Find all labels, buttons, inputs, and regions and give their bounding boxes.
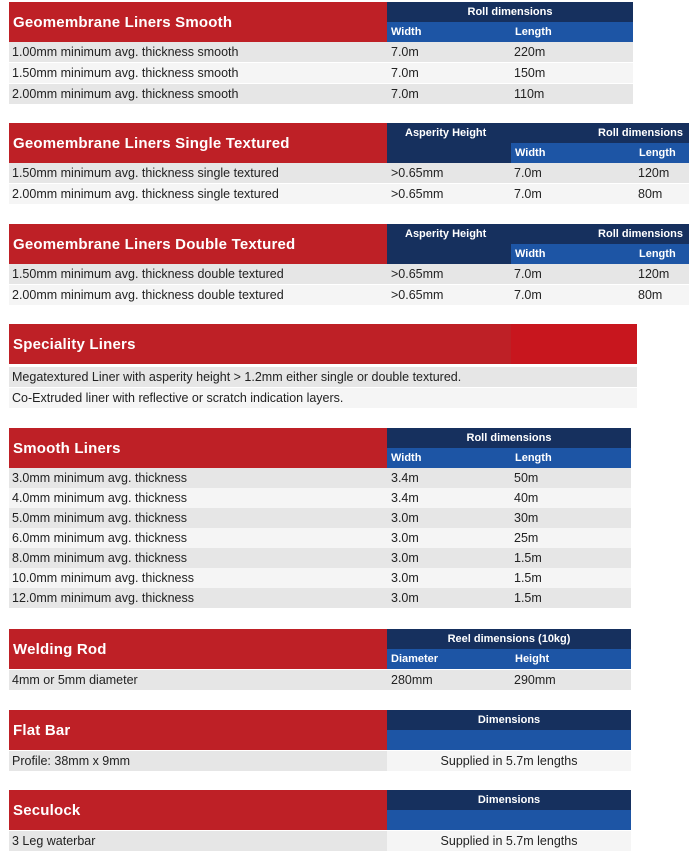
row-description: 5.0mm minimum avg. thickness <box>12 511 188 525</box>
section-title: Speciality Liners <box>9 324 511 364</box>
speciality-header-accent <box>511 324 637 364</box>
table-row <box>9 84 633 104</box>
row-width: 7.0m <box>514 187 542 201</box>
row-length: 220m <box>514 45 546 59</box>
dimensions-subheader <box>387 810 631 830</box>
asperity-blank-cell <box>387 143 511 163</box>
section-title: Geomembrane Liners Smooth <box>9 2 387 42</box>
section-smooth-liners <box>9 428 631 610</box>
row-description: 10.0mm minimum avg. thickness <box>12 571 195 585</box>
row-width: 7.0m <box>514 267 542 281</box>
row-length: 150m <box>514 66 546 80</box>
width-header: Width <box>511 244 635 264</box>
row-description: 1.00mm minimum avg. thickness smooth <box>12 45 239 59</box>
section-title: Geomembrane Liners Single Textured <box>9 123 387 163</box>
row-width: 3.0m <box>391 551 419 565</box>
row-diameter: 280mm <box>391 673 433 687</box>
table-row <box>9 468 631 488</box>
roll-dimensions-header: Roll dimensions <box>598 127 683 139</box>
row-width: 3.0m <box>391 571 419 585</box>
section-flat-bar <box>9 710 631 772</box>
row-width: 3.4m <box>391 491 419 505</box>
row-length: 25m <box>514 531 539 545</box>
table-row <box>9 163 689 183</box>
row-description: 3.0mm minimum avg. thickness <box>12 471 188 485</box>
section-seculock <box>9 790 631 852</box>
width-header: Width <box>511 143 635 163</box>
row-length: 50m <box>514 471 539 485</box>
section-title: Geomembrane Liners Double Textured <box>9 224 387 264</box>
row-description: 2.00mm minimum avg. thickness smooth <box>12 87 239 101</box>
table-row <box>9 831 387 851</box>
row-description: 6.0mm minimum avg. thickness <box>12 531 188 545</box>
roll-dimensions-header: Roll dimensions <box>387 428 631 448</box>
table-row <box>9 508 631 528</box>
section-welding-rod <box>9 629 631 691</box>
roll-dimensions-header: Roll dimensions <box>598 228 683 240</box>
table-row <box>9 488 631 508</box>
row-description: 1.50mm minimum avg. thickness smooth <box>12 66 239 80</box>
row-length: 1.5m <box>514 571 542 585</box>
table-row <box>9 588 631 608</box>
width-header: Width <box>387 448 511 468</box>
section-title: Smooth Liners <box>9 428 387 468</box>
table-row <box>9 548 631 568</box>
row-width: 3.4m <box>391 471 419 485</box>
length-header: Length <box>635 143 689 163</box>
row-width: 3.0m <box>391 531 419 545</box>
row-description: 1.50mm minimum avg. thickness single textured <box>12 166 279 180</box>
asperity-height-header <box>387 224 689 244</box>
row-asperity: >0.65mm <box>391 166 444 180</box>
width-header: Width <box>387 22 511 42</box>
dimensions-header: Dimensions <box>387 710 631 730</box>
row-width: 7.0m <box>391 45 419 59</box>
row-length: 80m <box>638 187 663 201</box>
length-header: Length <box>511 22 633 42</box>
row-description: 4.0mm minimum avg. thickness <box>12 491 188 505</box>
table-row <box>9 751 387 771</box>
row-description: 2.00mm minimum avg. thickness single textured <box>12 187 279 201</box>
asperity-blank-cell <box>387 244 511 264</box>
row-width: 7.0m <box>514 166 542 180</box>
asperity-header-label: Asperity Height <box>405 228 487 240</box>
section-speciality-liners <box>9 324 637 408</box>
length-header: Length <box>635 244 689 264</box>
row-length: 80m <box>638 288 663 302</box>
table-row <box>9 528 631 548</box>
row-value: Supplied in 5.7m lengths <box>440 834 578 848</box>
speciality-description: Co-Extruded liner with reflective or scratch indication layers. <box>12 391 344 405</box>
row-description: 2.00mm minimum avg. thickness double textured <box>12 288 284 302</box>
table-row <box>9 670 631 690</box>
row-length: 1.5m <box>514 591 542 605</box>
dimensions-header: Dimensions <box>387 790 631 810</box>
row-value: Supplied in 5.7m lengths <box>440 754 578 768</box>
speciality-description: Megatextured Liner with asperity height > 1.2mm either single or double textured. <box>12 370 462 384</box>
table-row <box>9 264 689 284</box>
table-row <box>9 63 633 83</box>
table-row <box>9 42 633 62</box>
roll-dimensions-header: Roll dimensions <box>387 2 633 22</box>
row-width: 3.0m <box>391 591 419 605</box>
row-length: 110m <box>514 87 545 101</box>
diameter-header: Diameter <box>387 649 511 669</box>
table-row <box>9 285 689 305</box>
height-header: Height <box>511 649 631 669</box>
section-geomembrane-smooth <box>9 2 633 104</box>
table-row <box>9 568 631 588</box>
section-double-textured <box>9 224 689 306</box>
row-width: 3.0m <box>391 511 419 525</box>
row-description: 4mm or 5mm diameter <box>12 673 138 687</box>
list-item <box>9 367 637 387</box>
section-title: Flat Bar <box>9 710 387 750</box>
section-title: Welding Rod <box>9 629 387 669</box>
row-description: 12.0mm minimum avg. thickness <box>12 591 195 605</box>
row-height: 290mm <box>514 673 556 687</box>
row-description: 3 Leg waterbar <box>12 834 96 848</box>
table-row <box>9 184 689 204</box>
length-header: Length <box>511 448 631 468</box>
row-description: 1.50mm minimum avg. thickness double textured <box>12 267 284 281</box>
table-row <box>387 831 631 851</box>
reel-dimensions-header: Reel dimensions (10kg) <box>387 629 631 649</box>
section-single-textured <box>9 123 689 205</box>
table-row <box>387 751 631 771</box>
row-length: 40m <box>514 491 539 505</box>
row-asperity: >0.65mm <box>391 267 444 281</box>
row-length: 120m <box>638 166 670 180</box>
row-width: 7.0m <box>391 87 419 101</box>
row-length: 120m <box>638 267 670 281</box>
asperity-header-label: Asperity Height <box>405 127 487 139</box>
row-length: 1.5m <box>514 551 542 565</box>
dimensions-subheader <box>387 730 631 750</box>
row-description: 8.0mm minimum avg. thickness <box>12 551 188 565</box>
list-item <box>9 388 637 408</box>
row-description: Profile: 38mm x 9mm <box>12 754 131 768</box>
section-title: Seculock <box>9 790 387 830</box>
row-asperity: >0.65mm <box>391 288 444 302</box>
asperity-height-header <box>387 123 689 143</box>
row-length: 30m <box>514 511 539 525</box>
row-asperity: >0.65mm <box>391 187 444 201</box>
row-width: 7.0m <box>391 66 419 80</box>
row-width: 7.0m <box>514 288 542 302</box>
